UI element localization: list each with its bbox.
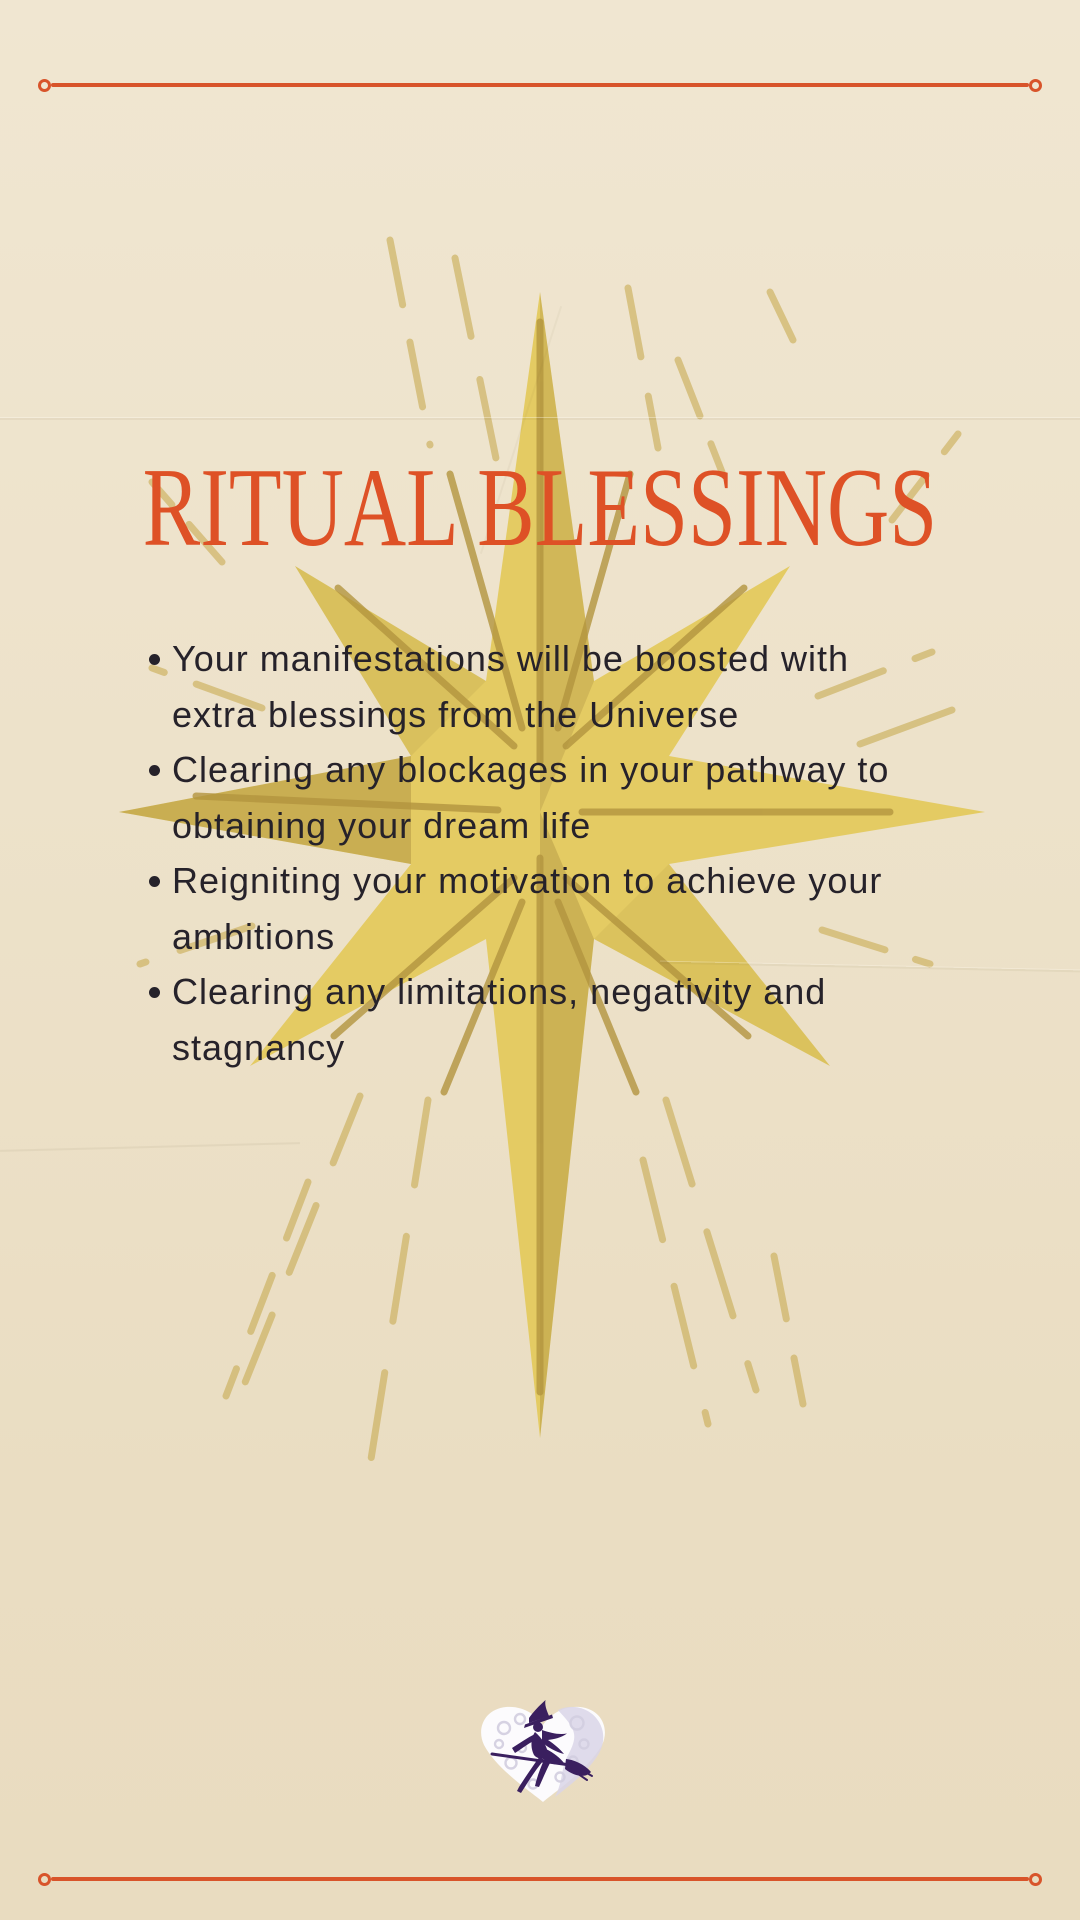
divider-ring-icon — [38, 1873, 51, 1886]
bullet-line: stagnancy — [172, 1026, 346, 1068]
bullet-dot-icon — [149, 765, 160, 776]
bullet-line: Clearing any blockages in your pathway to — [172, 749, 890, 790]
page-title: RITUAL BLESSINGS — [142, 446, 938, 570]
bullet-line: extra blessings from the Universe — [172, 693, 740, 735]
divider-ring-icon — [1029, 79, 1042, 92]
witch-moon-heart-logo — [474, 1697, 612, 1809]
bullet-line: ambitions — [172, 915, 336, 957]
divider-ring-icon — [1029, 1873, 1042, 1886]
top-divider-line — [51, 83, 1029, 87]
bullet-item — [0, 964, 1080, 1075]
bullet-line: obtaining your dream life — [172, 804, 592, 846]
bullet-dot-icon — [149, 987, 160, 998]
bullet-dot-icon — [149, 876, 160, 887]
bullet-item — [0, 853, 1080, 964]
bullet-line: Your manifestations will be boosted with — [172, 638, 850, 679]
divider-ring-icon — [38, 79, 51, 92]
bullet-item — [0, 742, 1080, 853]
bullet-line: Reigniting your motivation to achieve your — [172, 860, 883, 901]
bullet-item — [0, 631, 1080, 742]
bottom-divider-line — [51, 1877, 1029, 1881]
blessings-list — [0, 631, 1080, 1075]
bullet-dot-icon — [149, 654, 160, 665]
bullet-line: Clearing any limitations, negativity and — [172, 971, 827, 1012]
